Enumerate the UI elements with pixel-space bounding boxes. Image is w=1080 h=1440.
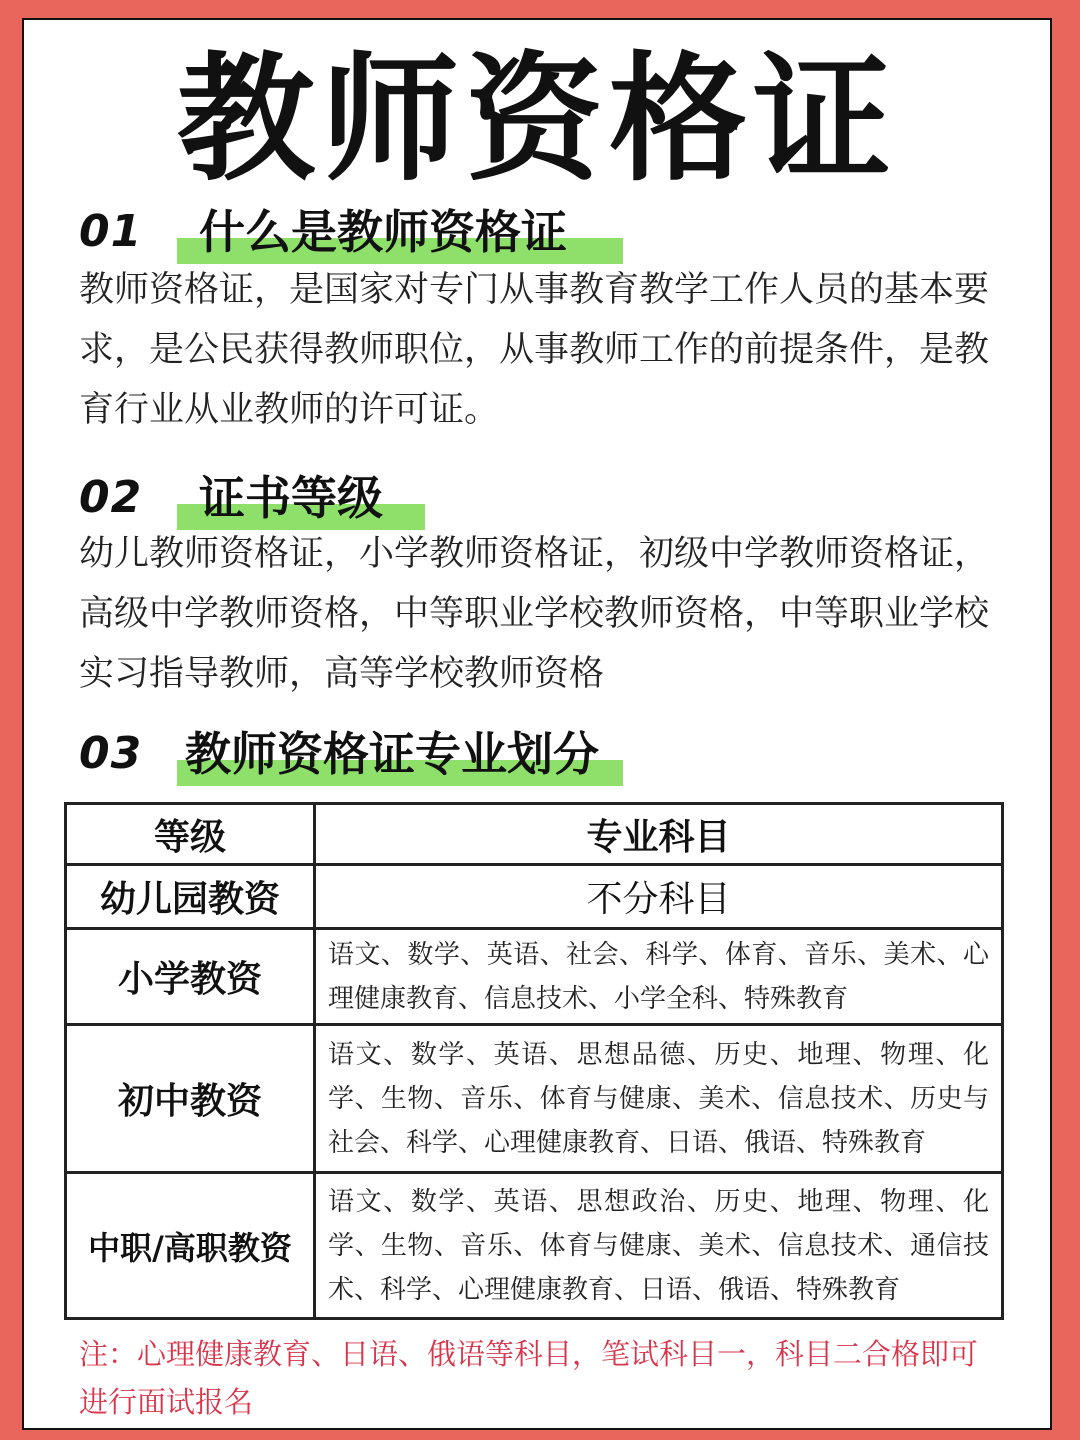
table-row bbox=[66, 865, 1003, 929]
grade-cell: 小学教资 bbox=[66, 929, 315, 1025]
section-title: 证书等级 bbox=[177, 466, 383, 530]
subjects-cell: 语文、数学、英语、思想政治、历史、地理、物理、化学、生物、音乐、体育与健康、美术、信息技术、通信技术、科学、心理健康教育、日语、俄语、特殊教育 bbox=[315, 1173, 1003, 1319]
subjects-table bbox=[64, 802, 1004, 1320]
section-number: 02 bbox=[79, 472, 143, 523]
definition-paragraph: 教师资格证，是国家对专门从事教育教学工作人员的基本要求，是公民获得教师职位，从事教师工作的前提条件，是教育行业从业教师的许可证。 bbox=[79, 270, 990, 430]
subjects-cell: 语文、数学、英语、社会、科学、体育、音乐、美术、心理健康教育、信息技术、小学全科、特殊教育 bbox=[315, 929, 1003, 1025]
section-number: 03 bbox=[79, 728, 143, 779]
table-row bbox=[66, 1025, 1003, 1173]
footnote: 注：心理健康教育、日语、俄语等科目，笔试科目一，科目二合格即可进行面试报名 bbox=[79, 1337, 979, 1419]
grade-cell: 幼儿园教资 bbox=[66, 865, 315, 929]
grade-cell: 中职/高职教资 bbox=[66, 1173, 315, 1319]
grade-cell: 初中教资 bbox=[66, 1025, 315, 1173]
levels-paragraph: 幼儿教师资格证，小学教师资格证，初级中学教师资格证，高级中学教师资格，中等职业学校教师资格，中等职业学校实习指导教师，高等学校教师资格 bbox=[79, 534, 990, 694]
table-row bbox=[66, 1173, 1003, 1319]
table-header-row bbox=[66, 804, 1003, 865]
table-row bbox=[66, 929, 1003, 1025]
header-grade: 等级 bbox=[66, 804, 315, 865]
section-number: 01 bbox=[79, 206, 143, 257]
section-title: 什么是教师资格证 bbox=[177, 200, 567, 264]
subjects-cell: 不分科目 bbox=[315, 865, 1003, 929]
page-title: 教师资格证 bbox=[176, 39, 897, 200]
section-title: 教师资格证专业划分 bbox=[177, 722, 599, 786]
subjects-cell: 语文、数学、英语、思想品德、历史、地理、物理、化学、生物、音乐、体育与健康、美术、信息技术、历史与社会、科学、心理健康教育、日语、俄语、特殊教育 bbox=[315, 1025, 1003, 1173]
header-subjects: 专业科目 bbox=[315, 804, 1003, 865]
poster-card bbox=[22, 18, 1052, 1430]
